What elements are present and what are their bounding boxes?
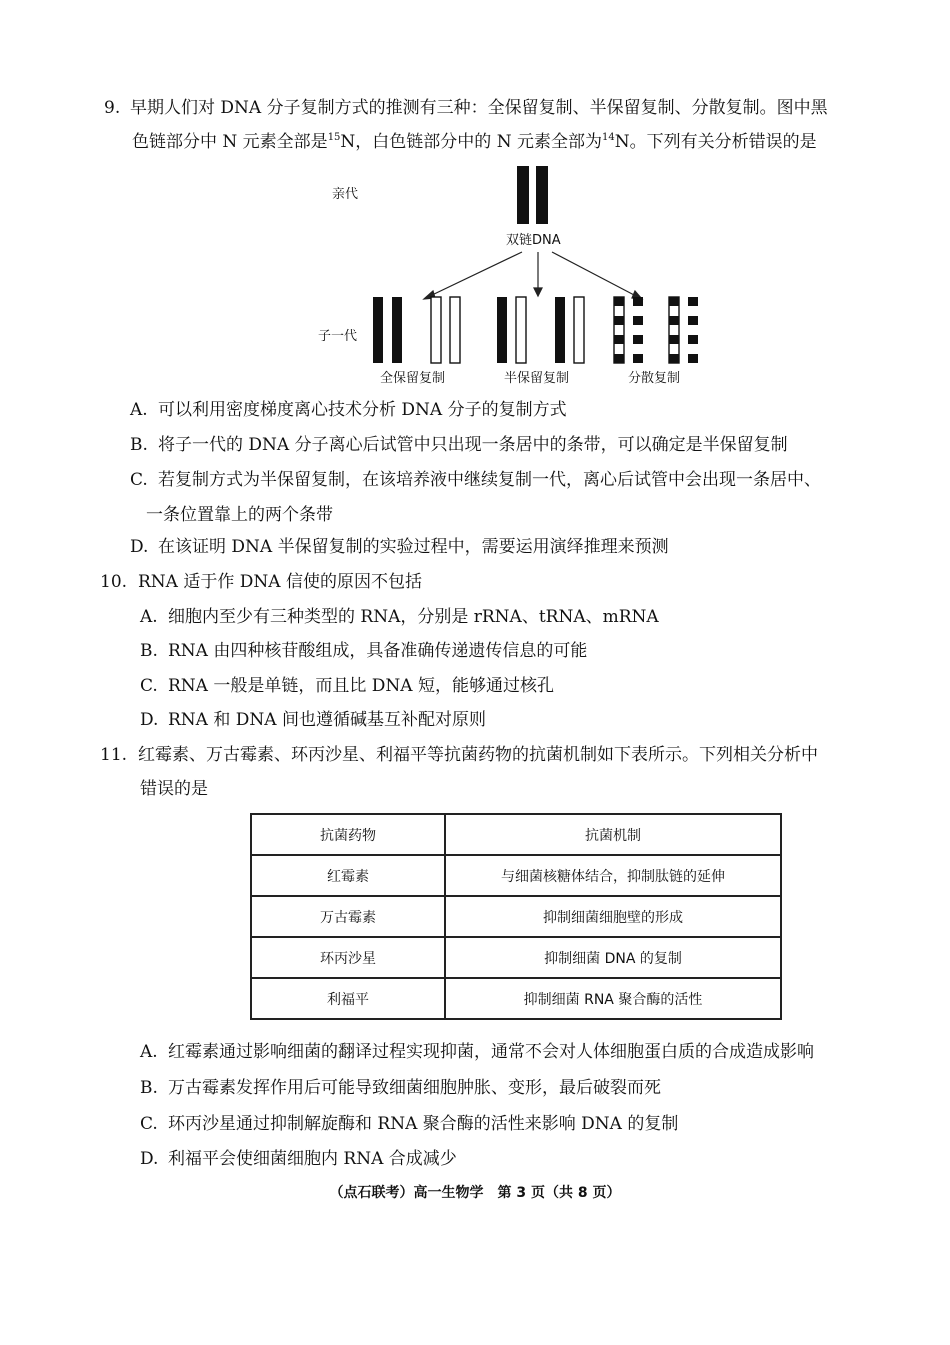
question-9-stem [104,91,904,159]
semiconservative-dna [497,297,584,363]
question-11-option-d[interactable]: D. 利福平会使细菌细胞内 RNA 合成减少 [140,1149,457,1169]
question-number: 10. [100,572,128,592]
child-label: 子一代 [318,329,358,344]
question-10-option-c[interactable]: C. RNA 一般是单链，而且比 DNA 短，能够通过核孔 [140,676,554,696]
question-11-option-c[interactable]: C. 环丙沙星通过抑制解旋酶和 RNA 聚合酶的活性来影响 DNA 的复制 [140,1114,679,1134]
question-9-option-c[interactable]: C. 若复制方式为半保留复制，在该培养液中继续复制一代，离心后试管中会出现一条居中、 一条位置靠上的两个条带 [130,470,821,525]
antibiotic-table [250,813,782,1020]
conservative-dna [373,297,460,363]
question-11-option-b[interactable]: B. 万古霉素发挥作用后可能导致细菌细胞肿胀、变形，最后破裂而死 [140,1078,661,1098]
caption-dispersive: 分散复制 [628,371,681,386]
isotope-14: 14 [601,132,615,143]
question-10-option-b[interactable]: B. RNA 由四种核苷酸组成，具备准确传递遗传信息的可能 [140,641,588,661]
question-9-option-d[interactable]: D. 在该证明 DNA 半保留复制的实验过程中，需要运用演绎推理来预测 [130,537,669,557]
table-row: 利福平 抑制细菌 RNA 聚合酶的活性 [251,978,781,1019]
replication-arrows [424,252,642,299]
question-number: 9. [104,98,121,118]
parent-label: 亲代 [332,187,359,202]
header-mechanism: 抗菌机制 [445,814,781,855]
dispersive-dna [614,297,698,363]
question-text-line1: 早期人们对 DNA 分子复制方式的推测有三种：全保留复制、半保留复制、分散复制。图中黑 [130,98,828,118]
caption-semiconservative: 半保留复制 [504,371,570,386]
question-10-stem: 10. RNA 适于作 DNA 信使的原因不包括 [100,565,900,599]
question-10-option-d[interactable]: D. RNA 和 DNA 间也遵循碱基互补配对原则 [140,710,486,730]
dna-replication-diagram [300,160,720,390]
parent-caption: 双链DNA [506,233,561,248]
page-footer: （点石联考）高一生物学 第 3 页（共 8 页） [329,1185,621,1201]
parent-dna [517,166,548,224]
question-9-option-a[interactable]: A. 可以利用密度梯度离心技术分析 DNA 分子的复制方式 [130,400,567,420]
question-11-stem: 11. 红霉素、万古霉素、环丙沙星、利福平等抗菌药物的抗菌机制如下表所示。下列相关分析中 错误的是 [100,738,900,806]
question-number: 11. [100,745,128,765]
question-11-option-a[interactable]: A. 红霉素通过影响细菌的翻译过程实现抑菌，通常不会对人体细胞蛋白质的合成造成影响 [140,1042,814,1062]
table-header-row [251,814,781,855]
isotope-15: 15 [327,132,341,143]
table-row: 万古霉素 抑制细菌细胞壁的形成 [251,896,781,937]
question-9-option-b[interactable]: B. 将子一代的 DNA 分子离心后试管中只出现一条居中的条带，可以确定是半保留复制 [130,435,788,455]
question-10-option-a[interactable]: A. 细胞内至少有三种类型的 RNA，分别是 rRNA、tRNA、mRNA [140,607,659,627]
table-row: 环丙沙星 抑制细菌 DNA 的复制 [251,937,781,978]
question-text-line2: 色链部分中 N 元素全部是$^{15}$N，白色链部分中的 N 元素全部为$^{14}$N。下列有关分析错误的是 [132,132,817,152]
table-row: 红霉素 与细菌核糖体结合，抑制肽链的延伸 [251,855,781,896]
caption-conservative: 全保留复制 [380,371,446,386]
header-drug: 抗菌药物 [251,814,445,855]
